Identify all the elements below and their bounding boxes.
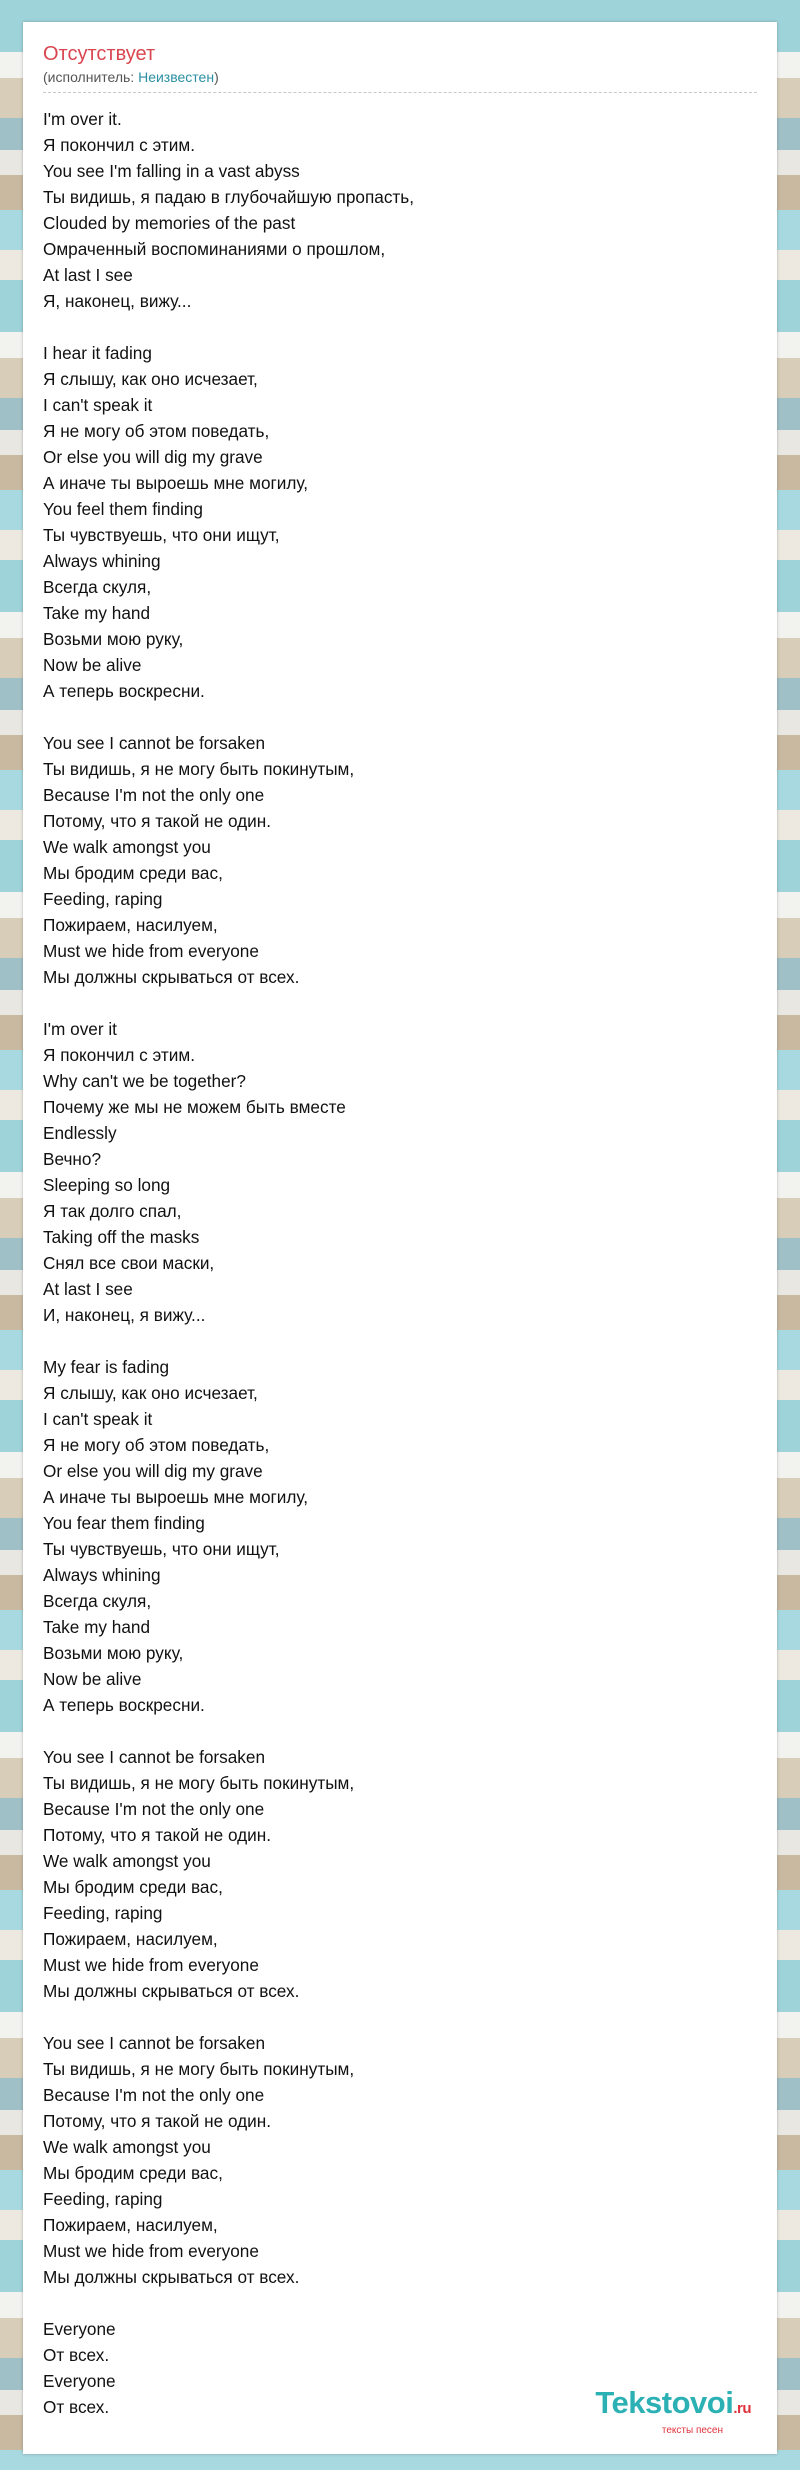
- lyric-line: Мы бродим среди вас,: [43, 1877, 223, 1897]
- song-header: [43, 42, 757, 86]
- lyric-line: You see I cannot be forsaken: [43, 2033, 266, 2053]
- lyric-line: Feeding, raping: [43, 2189, 163, 2209]
- lyric-line: Мы бродим среди вас,: [43, 863, 223, 883]
- lyric-line: Пожираем, насилуем,: [43, 2215, 218, 2235]
- lyric-line: Возьми мою руку,: [43, 629, 184, 649]
- lyric-line: А иначе ты выроешь мне могилу,: [43, 473, 309, 493]
- lyric-line: We walk amongst you: [43, 837, 211, 857]
- lyric-line: Ты видишь, я не могу быть покинутым,: [43, 2059, 355, 2079]
- lyrics-text: [43, 106, 757, 2446]
- lyric-line: Пожираем, насилуем,: [43, 1929, 218, 1949]
- lyric-line: You see I cannot be forsaken: [43, 733, 266, 753]
- lyric-line: Я слышу, как оно исчезает,: [43, 1383, 258, 1403]
- logo-wordmark: Tekstovoi: [595, 2385, 734, 2420]
- lyric-line: At last I see: [43, 265, 133, 285]
- lyric-line: Feeding, raping: [43, 1903, 163, 1923]
- lyric-line: Because I'm not the only one: [43, 2085, 265, 2105]
- lyric-line: Я не могу об этом поведать,: [43, 421, 270, 441]
- lyric-line: Ты видишь, я не могу быть покинутым,: [43, 759, 355, 779]
- lyric-line: Потому, что я такой не один.: [43, 1825, 272, 1845]
- lyric-line: We walk amongst you: [43, 1851, 211, 1871]
- lyrics-card: [23, 22, 777, 2454]
- header-divider: [43, 92, 757, 93]
- lyric-line: Or else you will dig my grave: [43, 447, 263, 467]
- lyric-line: Feeding, raping: [43, 889, 163, 909]
- lyric-line: Всегда скуля,: [43, 1591, 152, 1611]
- lyrics-stanza: [43, 106, 757, 314]
- lyrics-stanza: [43, 2030, 757, 2290]
- lyric-line: I'm over it: [43, 1019, 117, 1039]
- lyric-line: Because I'm not the only one: [43, 1799, 265, 1819]
- lyric-line: Take my hand: [43, 603, 151, 623]
- lyric-line: Take my hand: [43, 1617, 151, 1637]
- artist-line: [43, 68, 757, 86]
- site-logo[interactable]: [595, 2387, 751, 2436]
- lyric-line: Because I'm not the only one: [43, 785, 265, 805]
- lyric-line: Я так долго спал,: [43, 1201, 182, 1221]
- lyric-line: Я, наконец, вижу...: [43, 291, 192, 311]
- lyric-line: Endlessly: [43, 1123, 117, 1143]
- lyric-line: Everyone: [43, 2319, 116, 2339]
- lyric-line: Я покончил с этим.: [43, 135, 196, 155]
- lyric-line: Must we hide from everyone: [43, 1955, 259, 1975]
- lyric-line: Always whining: [43, 1565, 161, 1585]
- lyric-line: Now be alive: [43, 1669, 142, 1689]
- lyric-line: You fear them finding: [43, 1513, 205, 1533]
- lyric-line: Мы должны скрываться от всех.: [43, 967, 300, 987]
- lyric-line: Вечно?: [43, 1149, 102, 1169]
- lyric-line: You feel them finding: [43, 499, 203, 519]
- lyric-line: Почему же мы не можем быть вместе: [43, 1097, 346, 1117]
- lyric-line: Ты чувствуешь, что они ищут,: [43, 1539, 280, 1559]
- lyric-line: Всегда скуля,: [43, 577, 152, 597]
- lyric-line: Мы бродим среди вас,: [43, 2163, 223, 2183]
- lyric-line: А теперь воскресни.: [43, 681, 205, 701]
- artist-link[interactable]: Неизвестен: [138, 69, 215, 85]
- lyric-line: Мы должны скрываться от всех.: [43, 2267, 300, 2287]
- lyrics-stanza: [43, 1354, 757, 1718]
- lyric-line: Снял все свои маски,: [43, 1253, 215, 1273]
- lyric-line: Возьми мою руку,: [43, 1643, 184, 1663]
- lyric-line: I can't speak it: [43, 395, 153, 415]
- lyric-line: Everyone: [43, 2371, 116, 2391]
- artist-prefix: (исполнитель:: [43, 69, 139, 85]
- lyric-line: Омраченный воспоминаниями о прошлом,: [43, 239, 386, 259]
- lyric-line: You see I'm falling in a vast abyss: [43, 161, 300, 181]
- lyric-line: Я покончил с этим.: [43, 1045, 196, 1065]
- artist-suffix: ): [214, 69, 219, 85]
- lyrics-stanza: [43, 340, 757, 704]
- lyric-line: Потому, что я такой не один.: [43, 2111, 272, 2131]
- lyric-line: My fear is fading: [43, 1357, 170, 1377]
- lyric-line: От всех.: [43, 2397, 110, 2417]
- lyric-line: Must we hide from everyone: [43, 2241, 259, 2261]
- lyric-line: I'm over it.: [43, 109, 122, 129]
- lyric-line: Я слышу, как оно исчезает,: [43, 369, 258, 389]
- lyric-line: Taking off the masks: [43, 1227, 200, 1247]
- lyric-line: Always whining: [43, 551, 161, 571]
- lyric-line: А теперь воскресни.: [43, 1695, 205, 1715]
- lyric-line: We walk amongst you: [43, 2137, 211, 2157]
- lyrics-stanza: [43, 1016, 757, 1328]
- lyric-line: Мы должны скрываться от всех.: [43, 1981, 300, 2001]
- lyric-line: You see I cannot be forsaken: [43, 1747, 266, 1767]
- song-title: Отсутствует: [43, 43, 156, 65]
- lyric-line: Ты чувствуешь, что они ищут,: [43, 525, 280, 545]
- lyric-line: Пожираем, насилуем,: [43, 915, 218, 935]
- lyric-line: Or else you will dig my grave: [43, 1461, 263, 1481]
- logo-tagline: тексты песен: [661, 2425, 723, 2436]
- lyric-line: Clouded by memories of the past: [43, 213, 296, 233]
- lyric-line: Ты видишь, я падаю в глубочайшую пропасть,: [43, 187, 415, 207]
- lyrics-stanza: [43, 1744, 757, 2004]
- lyric-line: At last I see: [43, 1279, 133, 1299]
- lyric-line: От всех.: [43, 2345, 110, 2365]
- lyric-line: Sleeping so long: [43, 1175, 171, 1195]
- lyric-line: Ты видишь, я не могу быть покинутым,: [43, 1773, 355, 1793]
- lyric-line: И, наконец, я вижу...: [43, 1305, 206, 1325]
- lyrics-stanza: [43, 730, 757, 990]
- lyric-line: Why can't we be together?: [43, 1071, 246, 1091]
- lyric-line: I hear it fading: [43, 343, 152, 363]
- lyric-line: А иначе ты выроешь мне могилу,: [43, 1487, 309, 1507]
- logo-tld: .ru: [733, 2400, 751, 2417]
- lyric-line: Now be alive: [43, 655, 142, 675]
- lyric-line: I can't speak it: [43, 1409, 153, 1429]
- lyric-line: Я не могу об этом поведать,: [43, 1435, 270, 1455]
- lyric-line: Потому, что я такой не один.: [43, 811, 272, 831]
- lyric-line: Must we hide from everyone: [43, 941, 259, 961]
